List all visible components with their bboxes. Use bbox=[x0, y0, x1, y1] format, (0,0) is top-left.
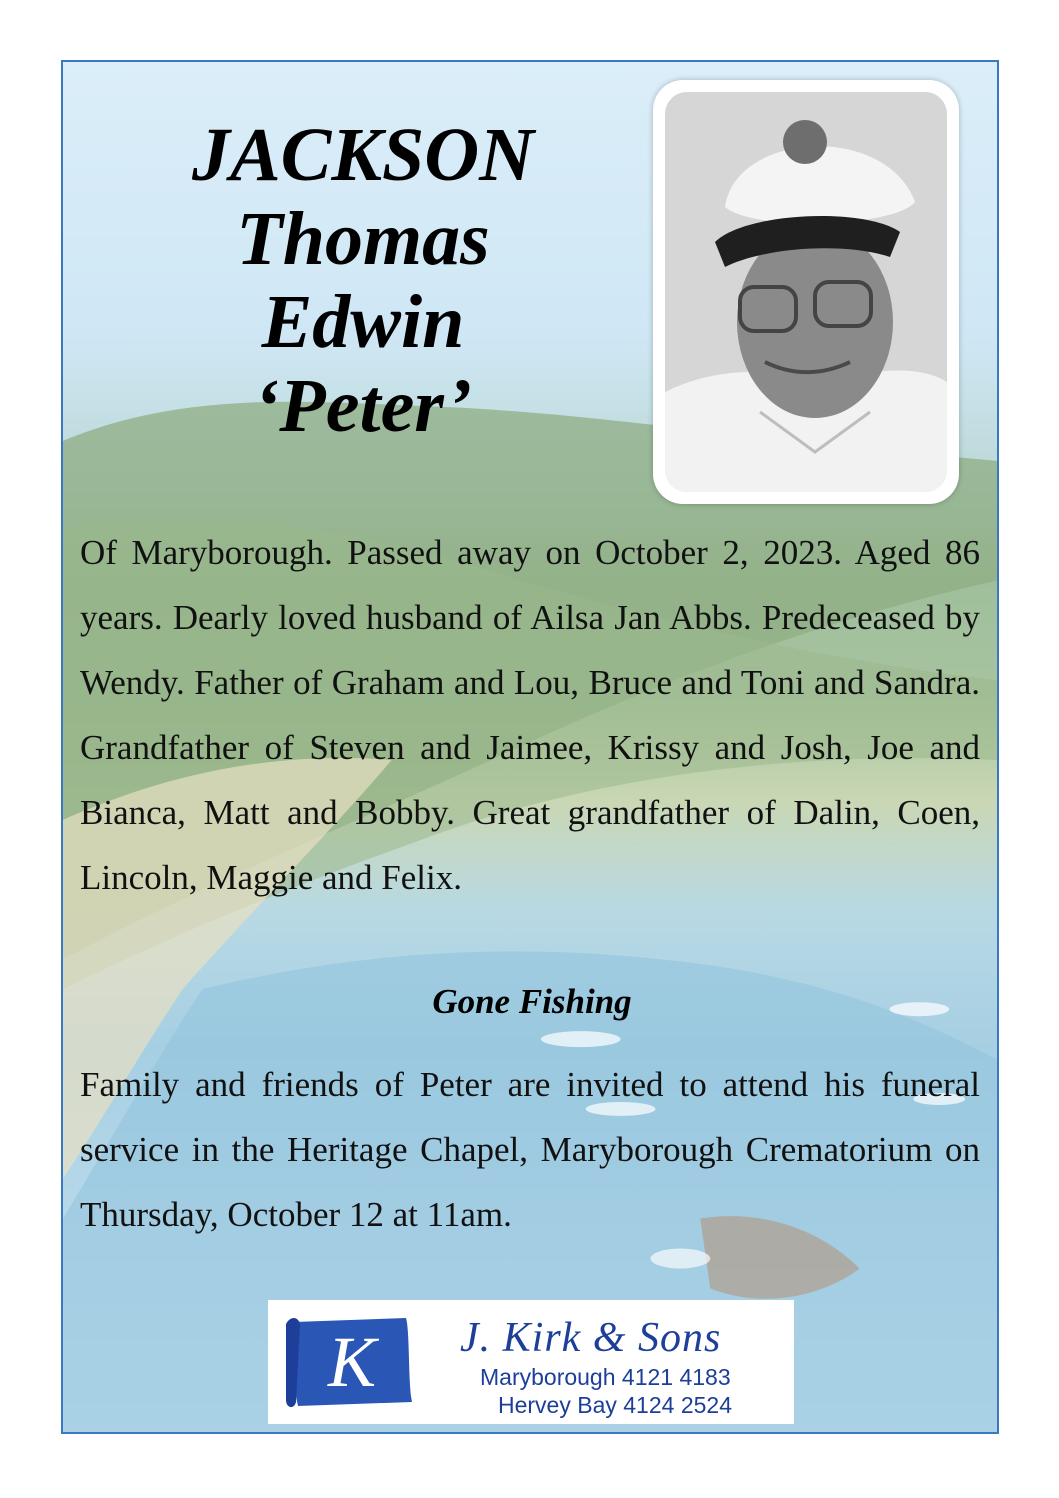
first-name: Thomas bbox=[236, 196, 490, 281]
phone-maryborough: Maryborough 4121 4183 bbox=[480, 1364, 731, 1390]
motto-heading: Gone Fishing bbox=[432, 982, 632, 1021]
middle-name: Edwin bbox=[261, 280, 465, 365]
obituary-text: Of Maryborough. Passed away on October 2, 2023. Aged 86 years. Dearly loved husband of Ailsa Jan Abbs. Predeceased by Wendy. Father of Graham and Lou, Bruce and Toni and Sandra. Grandfather of Steven and Jaimee, Krissy and Josh, Joe and Bianca, Matt and Bobby. Great grandfather of Dalin, Coen, Lincoln, Maggie and Felix. bbox=[80, 533, 980, 897]
portrait-photo bbox=[653, 80, 959, 504]
funeral-home-logo bbox=[268, 1300, 794, 1424]
logo-letter: K bbox=[327, 1322, 377, 1402]
surname-heading: JACKSON bbox=[191, 113, 535, 197]
funeral-service-details: Family and friends of Peter are invited to attend his funeral service in the Heritage Chapel, Maryborough Crematorium on Thursday, October 12 at 11am. bbox=[80, 1065, 980, 1234]
notice-frame bbox=[61, 60, 999, 1434]
phone-hervey-bay: Hervey Bay 4124 2524 bbox=[498, 1392, 732, 1418]
portrait-image bbox=[665, 92, 947, 492]
scroll-emblem-icon bbox=[282, 1312, 418, 1410]
company-name: J. Kirk & Sons bbox=[460, 1315, 722, 1361]
deceased-name-block bbox=[133, 114, 593, 448]
nickname: ‘Peter’ bbox=[253, 363, 473, 448]
